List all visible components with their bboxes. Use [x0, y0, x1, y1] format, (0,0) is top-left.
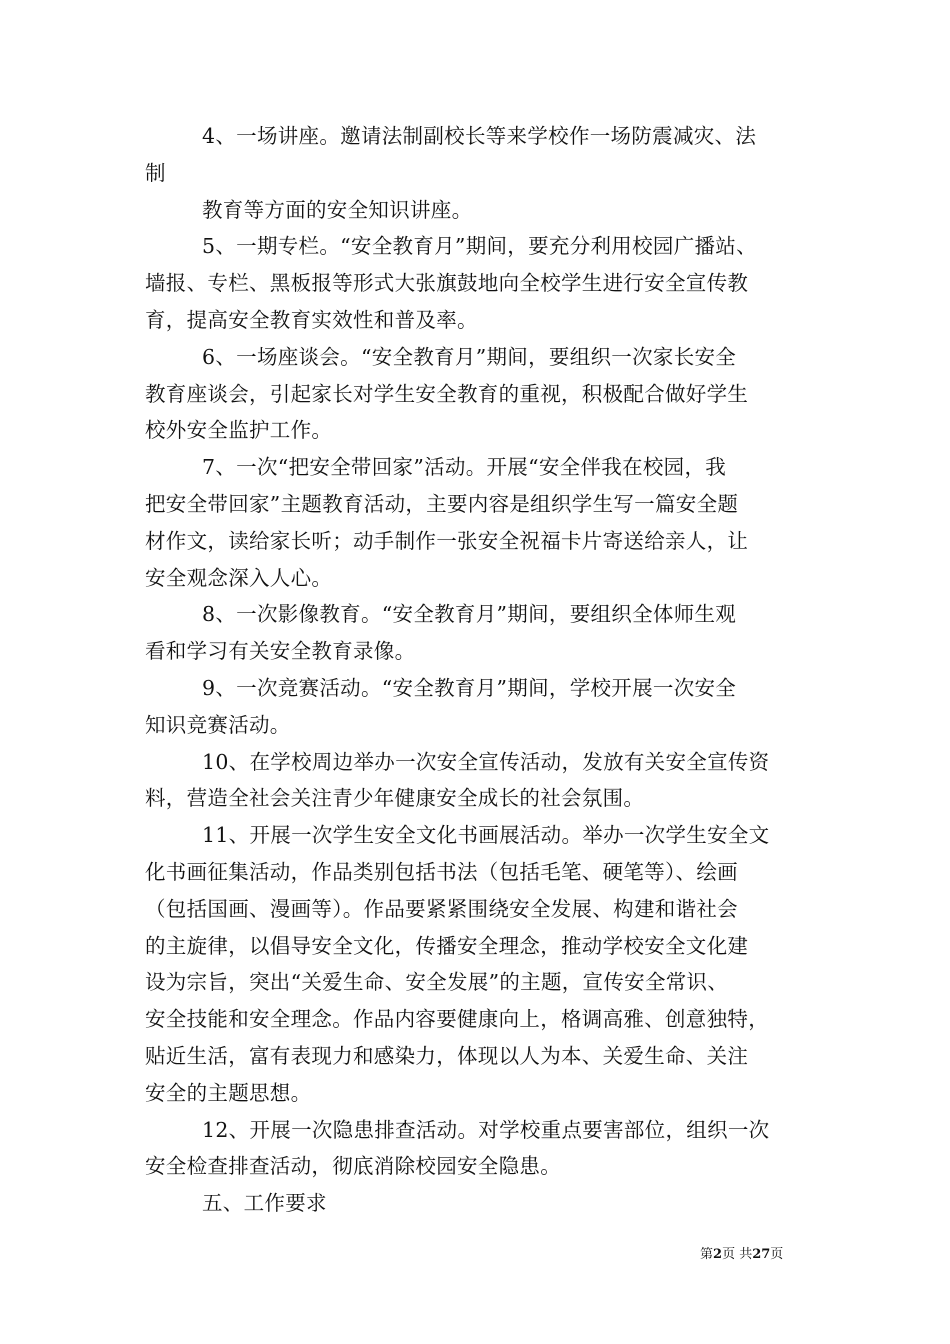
text-line: 看和学习有关安全教育录像。: [145, 639, 416, 664]
text-line: 设为宗旨，突出“关爱生命、安全发展”的主题，宣传安全常识、: [145, 970, 729, 995]
text-line: 墙报、专栏、黑板报等形式大张旗鼓地向全校学生进行安全宣传教: [145, 271, 749, 296]
text-line: 安全检查排查活动，彻底消除校园安全隐患。: [145, 1154, 561, 1179]
footer-total-pages: 27: [752, 1247, 771, 1262]
text-line: 安全的主题思想。: [145, 1080, 312, 1105]
text-line: 的主旋律，以倡导安全文化，传播安全理念，推动学校安全文化建: [145, 933, 749, 958]
text-line: 教育等方面的安全知识讲座。: [202, 197, 473, 222]
document-body: [145, 118, 815, 1222]
text-line: 9、一次竞赛活动。“安全教育月”期间，学校开展一次安全: [202, 675, 737, 700]
text-line: 4、一场讲座。邀请法制副校长等来学校作一场防震减灾、法: [202, 124, 757, 148]
text-line: （包括国画、漫画等）。作品要紧紧围绕安全发展、构建和谐社会: [145, 896, 738, 921]
text-line: 12、开展一次隐患排查活动。对学校重点要害部位，组织一次: [202, 1117, 770, 1142]
text-line: 安全技能和安全理念。作品内容要健康向上，格调高雅、创意独特，: [145, 1007, 769, 1032]
footer-prefix: 第: [700, 1247, 714, 1262]
text-line: 材作文，读给家长听；动手制作一张安全祝福卡片寄送给亲人，让: [145, 528, 749, 553]
text-line: 10、在学校周边举办一次安全宣传活动，发放有关安全宣传资: [202, 749, 770, 774]
text-line: 安全观念深入人心。: [145, 565, 333, 590]
text-line: 制: [145, 160, 166, 185]
text-line: 7、一次“把安全带回家”活动。开展“安全伴我在校园，我: [202, 455, 727, 480]
text-line: 五、工作要求: [202, 1191, 327, 1216]
text-line: 知识竞赛活动。: [145, 712, 291, 737]
text-line: 11、开展一次学生安全文化书画展活动。举办一次学生安全文: [202, 823, 770, 848]
text-line: 6、一场座谈会。“安全教育月”期间，要组织一次家长安全: [202, 344, 737, 369]
text-line: 化书画征集活动，作品类别包括书法（包括毛笔、硬笔等）、绘画: [145, 859, 738, 884]
text-line: 贴近生活，富有表现力和感染力，体现以人为本、关爱生命、关注: [145, 1043, 749, 1068]
text-line: 育，提高安全教育实效性和普及率。: [145, 307, 478, 332]
footer-page-number: 2: [713, 1247, 723, 1262]
text-line: 料，营造全社会关注青少年健康安全成长的社会氛围。: [145, 786, 645, 811]
text-line: 教育座谈会，引起家长对学生安全教育的重视，积极配合做好学生: [145, 381, 749, 406]
text-line: 把安全带回家”主题教育活动，主要内容是组织学生写一篇安全题: [145, 491, 739, 516]
footer-suffix: 页: [770, 1247, 784, 1262]
footer-middle: 页 共: [722, 1247, 753, 1262]
text-line: 校外安全监护工作。: [145, 418, 333, 443]
text-line: 8、一次影像教育。“安全教育月”期间，要组织全体师生观: [202, 602, 737, 627]
text-line: 5、一期专栏。“安全教育月”期间，要充分利用校园广播站、: [202, 234, 757, 259]
page-footer: [700, 1246, 820, 1264]
